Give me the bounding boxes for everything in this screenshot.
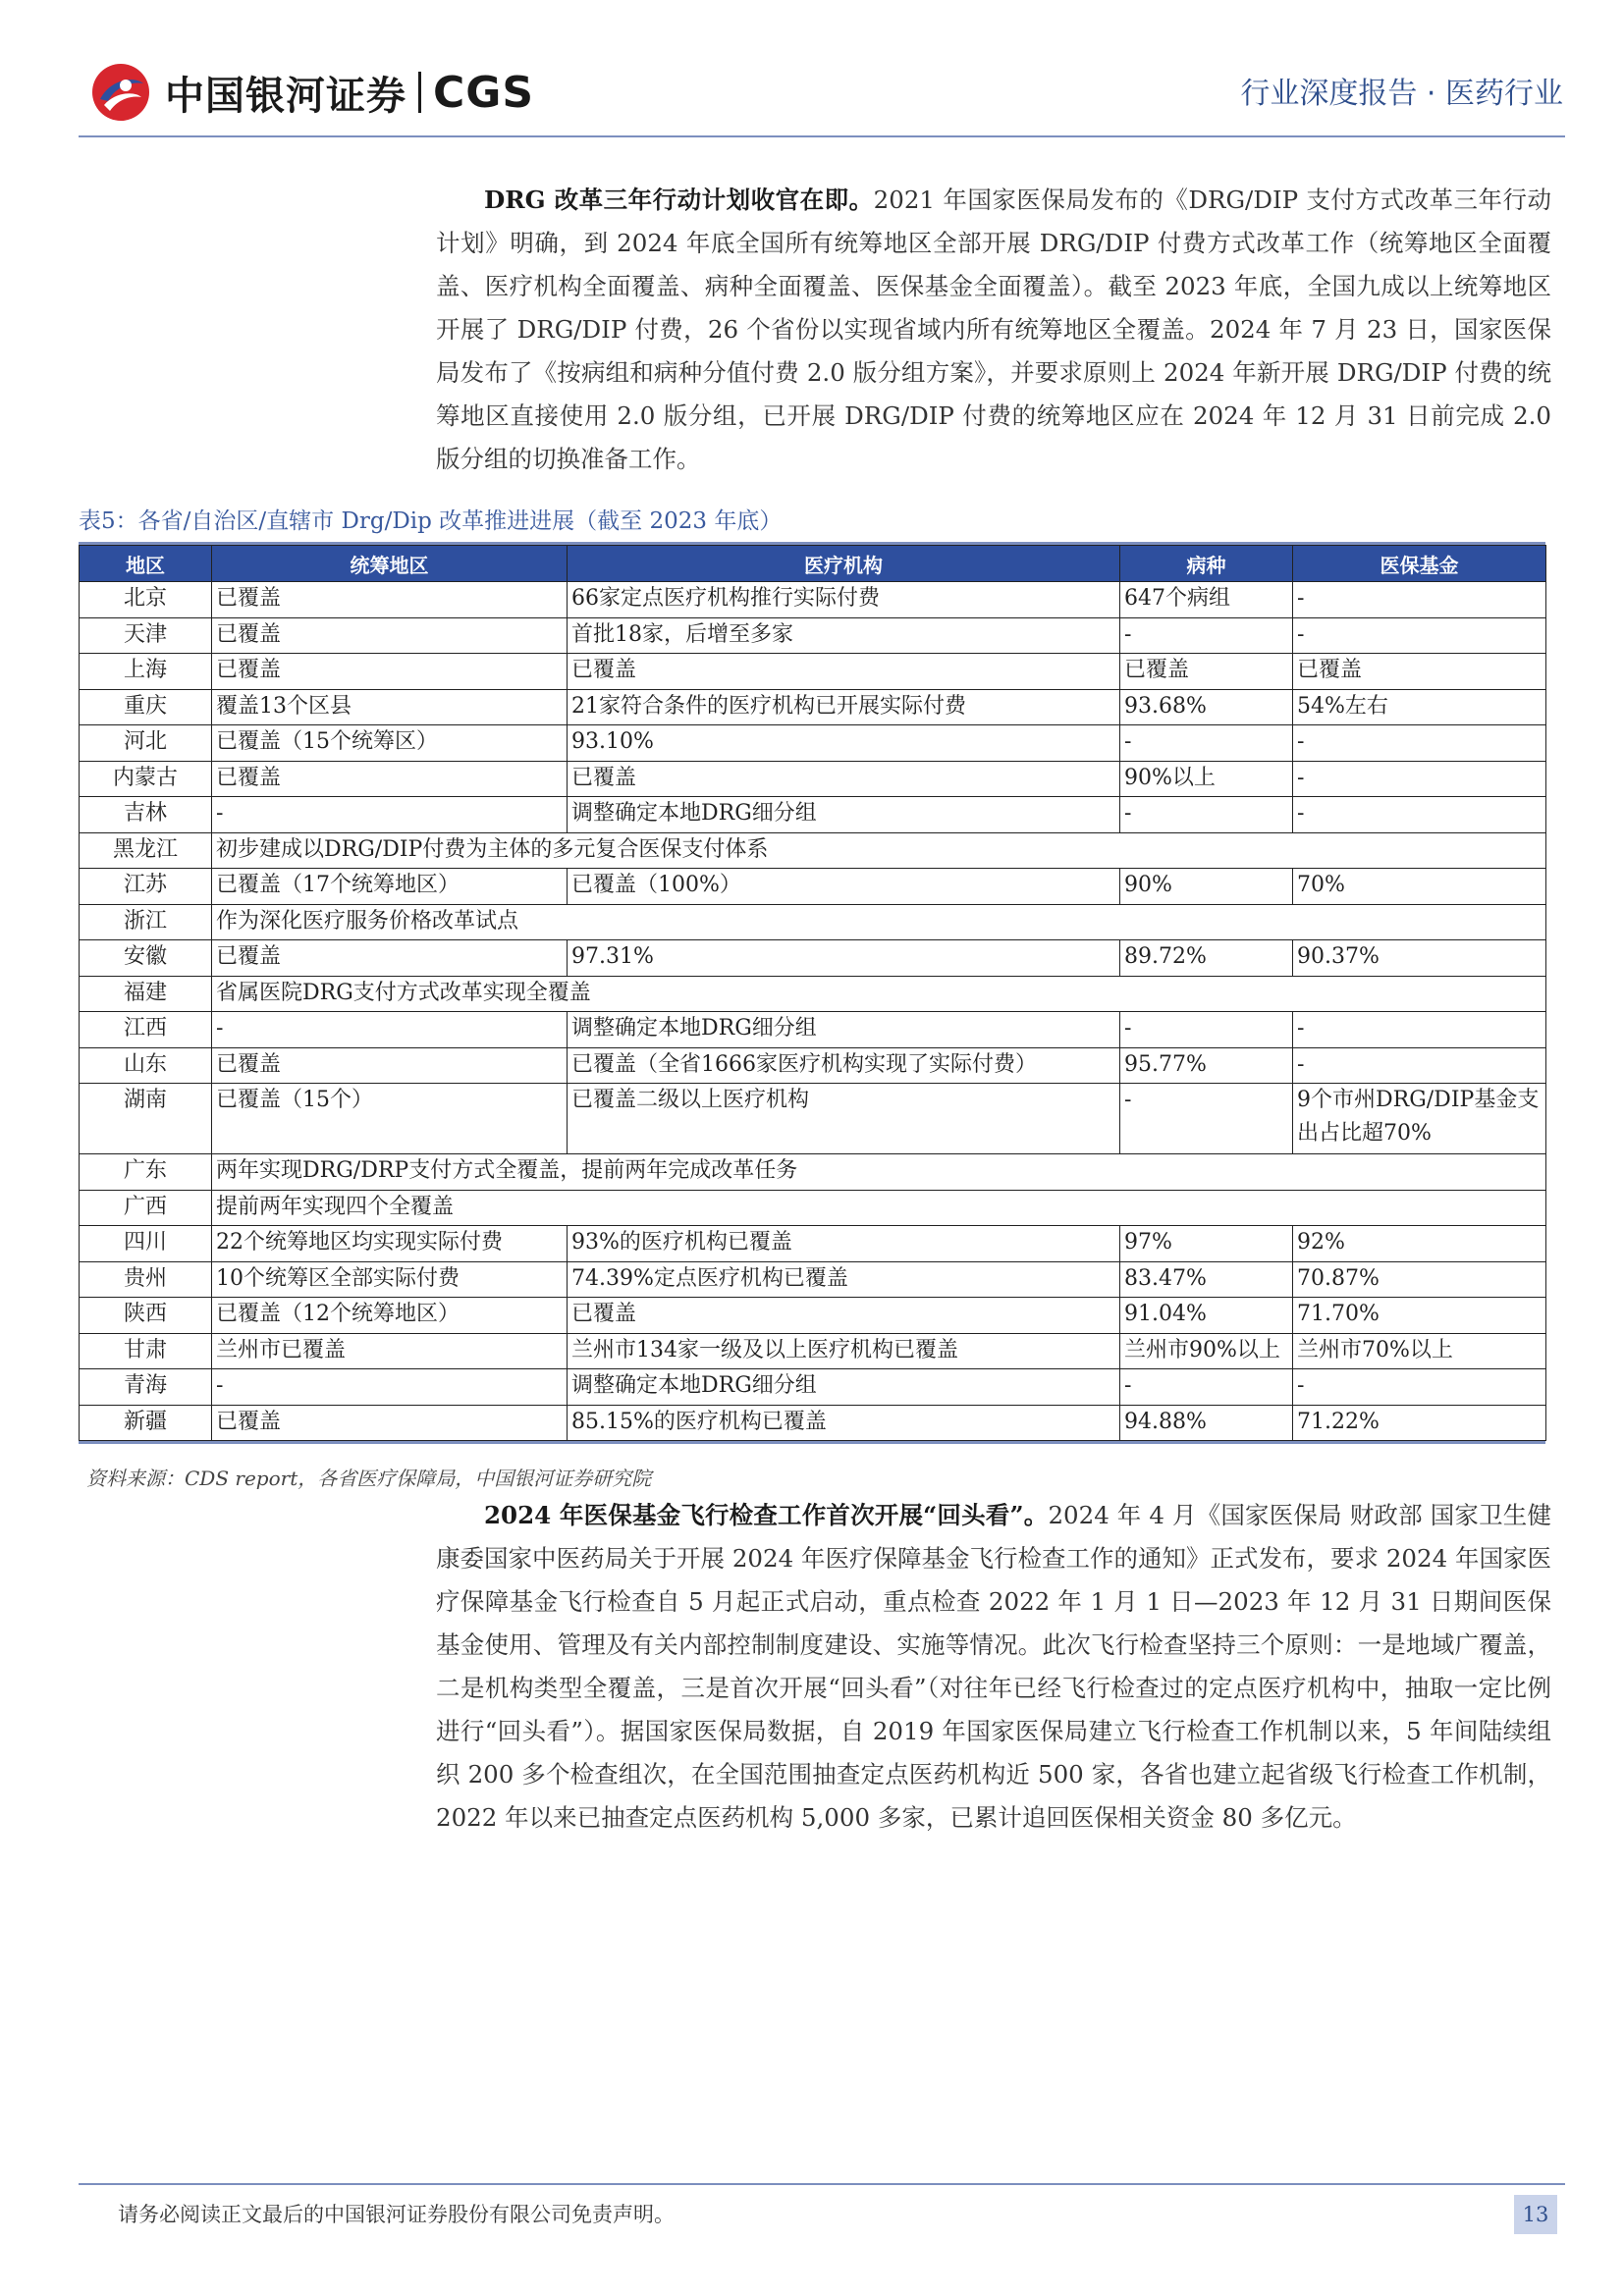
- table-row: [80, 797, 1546, 833]
- table-row: [80, 1154, 1546, 1191]
- table-cell: 已覆盖: [212, 654, 568, 690]
- region-cell: 广西: [80, 1190, 212, 1226]
- table-cell: 已覆盖（12个统筹地区）: [212, 1298, 568, 1334]
- table-row: [80, 1333, 1546, 1369]
- table-cell: 71.70%: [1293, 1298, 1546, 1334]
- table-row: [80, 582, 1546, 618]
- table-cell: -: [1120, 1369, 1293, 1406]
- table-cell: 90%以上: [1120, 761, 1293, 797]
- table-row: [80, 1012, 1546, 1048]
- table-cell: 70%: [1293, 869, 1546, 905]
- region-cell: 甘肃: [80, 1333, 212, 1369]
- table-cell: 首批18家，后增至多家: [568, 617, 1120, 654]
- table-cell: 94.88%: [1120, 1405, 1293, 1441]
- table-cell: -: [1293, 761, 1546, 797]
- table-cell: 10个统筹区全部实际付费: [212, 1261, 568, 1298]
- region-cell: 山东: [80, 1047, 212, 1084]
- table-cell: 两年实现DRG/DRP支付方式全覆盖，提前两年完成改革任务: [212, 1154, 1546, 1191]
- footer-disclaimer: 请务必阅读正文最后的中国银河证券股份有限公司免责声明。: [118, 2203, 675, 2226]
- logo-english-name: CGS: [433, 67, 535, 118]
- column-header: 地区: [80, 546, 212, 582]
- table-cell: 97.31%: [568, 940, 1120, 977]
- table-cell: 调整确定本地DRG细分组: [568, 1369, 1120, 1406]
- region-cell: 广东: [80, 1154, 212, 1191]
- paragraph-body: 2024 年 4 月《国家医保局 财政部 国家卫生健康委国家中医药局关于开展 2024 年医疗保障基金飞行检查工作的通知》正式发布，要求 2024 年国家医疗保障基金飞行检查自 5 月起正式启动，重点检查 2022 年 1 月 1 日—2023 年 12 月 31 日期间医保基金使用、管理及有关内部控制制度建设、实施等情况。此次飞行检查坚持三个原则：一是地域广覆盖，二是机构类型全覆盖，三是首次开展“回头看”（对往年已经飞行检查过的定点医疗机构中，抽取一定比例进行“回头看”）。据国家医保局数据，自 2019 年国家医保局建立飞行检查工作机制以来，5 年间陆续组织 200 多个检查组次，在全国范围抽查定点医药机构近 500 家，各省也建立起省级飞行检查工作机制，2022 年以来已抽查定点医药机构 5,000 多家，已累计追回医保相关资金 80 多亿元。: [436, 1501, 1551, 1832]
- region-cell: 福建: [80, 976, 212, 1012]
- table-cell: 覆盖13个区县: [212, 689, 568, 725]
- table-cell: 已覆盖: [212, 617, 568, 654]
- paragraph-lead: 2024 年医保基金飞行检查工作首次开展“回头看”。: [484, 1501, 1049, 1529]
- region-cell: 吉林: [80, 797, 212, 833]
- table-cell: 作为深化医疗服务价格改革试点: [212, 904, 1546, 940]
- table-cell: 21家符合条件的医疗机构已开展实际付费: [568, 689, 1120, 725]
- region-cell: 江苏: [80, 869, 212, 905]
- table-cell: -: [212, 1012, 568, 1048]
- table-cell: -: [212, 797, 568, 833]
- table-row: [80, 940, 1546, 977]
- column-header: 医保基金: [1293, 546, 1546, 582]
- table-cell: 71.22%: [1293, 1405, 1546, 1441]
- table-cell: 74.39%定点医疗机构已覆盖: [568, 1261, 1120, 1298]
- column-header: 统筹地区: [212, 546, 568, 582]
- table-cell: 已覆盖: [568, 761, 1120, 797]
- header-divider: [79, 135, 1565, 137]
- table-row: [80, 761, 1546, 797]
- company-logo: [90, 57, 534, 128]
- page-header: [0, 0, 1624, 137]
- table-cell: 初步建成以DRG/DIP付费为主体的多元复合医保支付体系: [212, 832, 1546, 869]
- region-cell: 上海: [80, 654, 212, 690]
- table-cell: -: [1293, 617, 1546, 654]
- table-row: [80, 1261, 1546, 1298]
- table-row: [80, 904, 1546, 940]
- table-source-note: 资料来源：CDS report，各省医疗保障局，中国银河证券研究院: [86, 1467, 652, 1490]
- table-row: [80, 725, 1546, 762]
- table-cell: 92%: [1293, 1226, 1546, 1262]
- table-cell: 已覆盖（17个统筹地区）: [212, 869, 568, 905]
- table-cell: 兰州市已覆盖: [212, 1333, 568, 1369]
- table-cell: 已覆盖: [212, 761, 568, 797]
- table-cell: -: [1120, 1012, 1293, 1048]
- table-cell: -: [1293, 1047, 1546, 1084]
- table-cell: -: [1293, 797, 1546, 833]
- table-cell: 22个统筹地区均实现实际付费: [212, 1226, 568, 1262]
- table-cell: 66家定点医疗机构推行实际付费: [568, 582, 1120, 618]
- table-cell: 647个病组: [1120, 582, 1293, 618]
- page-number: 13: [1514, 2195, 1557, 2234]
- table-cell: 调整确定本地DRG细分组: [568, 1012, 1120, 1048]
- table-row: [80, 1369, 1546, 1406]
- paragraph-drg-reform: [436, 179, 1551, 481]
- region-cell: 四川: [80, 1226, 212, 1262]
- region-cell: 北京: [80, 582, 212, 618]
- table-cell: 已覆盖（15个）: [212, 1084, 568, 1154]
- table-cell: 93%的医疗机构已覆盖: [568, 1226, 1120, 1262]
- region-cell: 江西: [80, 1012, 212, 1048]
- report-category: 行业深度报告 · 医药行业: [1240, 77, 1563, 111]
- column-header: 病种: [1120, 546, 1293, 582]
- table-cell: 已覆盖（15个统筹区）: [212, 725, 568, 762]
- region-cell: 河北: [80, 725, 212, 762]
- table-cell: -: [1293, 725, 1546, 762]
- region-cell: 天津: [80, 617, 212, 654]
- footer-divider: [79, 2183, 1565, 2185]
- table-row: [80, 1190, 1546, 1226]
- region-cell: 贵州: [80, 1261, 212, 1298]
- table-cell: 已覆盖二级以上医疗机构: [568, 1084, 1120, 1154]
- table-row: [80, 1405, 1546, 1441]
- table-cell: 89.72%: [1120, 940, 1293, 977]
- table-cell: 85.15%的医疗机构已覆盖: [568, 1405, 1120, 1441]
- paragraph-body: 2021 年国家医保局发布的《DRG/DIP 支付方式改革三年行动计划》明确，到 2024 年底全国所有统筹地区全部开展 DRG/DIP 付费方式改革工作（统筹地区全面覆盖、医疗机构全面覆盖、病种全面覆盖、医保基金全面覆盖）。截至 2023 年底，全国九成以上统筹地区开展了 DRG/DIP 付费，26 个省份以实现省域内所有统筹地区全覆盖。2024 年 7 月 23 日，国家医保局发布了《按病组和病种分值付费 2.0 版分组方案》，并要求原则上 2024 年新开展 DRG/DIP 付费的统筹地区直接使用 2.0 版分组，已开展 DRG/DIP 付费的统筹地区应在 2024 年 12 月 31 日前完成 2.0 版分组的切换准备工作。: [436, 186, 1551, 473]
- table-cell: 91.04%: [1120, 1298, 1293, 1334]
- table-cell: 93.10%: [568, 725, 1120, 762]
- table-header-row: [80, 546, 1546, 582]
- table-cell: 省属医院DRG支付方式改革实现全覆盖: [212, 976, 1546, 1012]
- table-cell: -: [1293, 1012, 1546, 1048]
- region-cell: 青海: [80, 1369, 212, 1406]
- region-cell: 安徽: [80, 940, 212, 977]
- table-cell: -: [1120, 797, 1293, 833]
- table-cell: -: [212, 1369, 568, 1406]
- table-row: [80, 1047, 1546, 1084]
- region-cell: 湖南: [80, 1084, 212, 1154]
- table-cell: 已覆盖: [212, 582, 568, 618]
- region-cell: 黑龙江: [80, 832, 212, 869]
- table-row: [80, 1084, 1546, 1154]
- table-cell: 兰州市134家一级及以上医疗机构已覆盖: [568, 1333, 1120, 1369]
- table-cell: -: [1120, 617, 1293, 654]
- table-row: [80, 976, 1546, 1012]
- table-cell: 兰州市90%以上: [1120, 1333, 1293, 1369]
- table-cell: 兰州市70%以上: [1293, 1333, 1546, 1369]
- table-row: [80, 1298, 1546, 1334]
- galaxy-logo-icon: [90, 62, 151, 123]
- table-bottom-rule: [79, 1441, 1545, 1444]
- logo-chinese-name: 中国银河证券: [165, 73, 406, 119]
- table-cell: 97%: [1120, 1226, 1293, 1262]
- table-cell: 已覆盖: [212, 1405, 568, 1441]
- table-cell: 已覆盖（全省1666家医疗机构实现了实际付费）: [568, 1047, 1120, 1084]
- column-header: 医疗机构: [568, 546, 1120, 582]
- region-cell: 新疆: [80, 1405, 212, 1441]
- table-row: [80, 832, 1546, 869]
- region-cell: 重庆: [80, 689, 212, 725]
- table-cell: 提前两年实现四个全覆盖: [212, 1190, 1546, 1226]
- table-cell: 83.47%: [1120, 1261, 1293, 1298]
- table-cell: 已覆盖: [1293, 654, 1546, 690]
- table-cell: 90%: [1120, 869, 1293, 905]
- region-cell: 内蒙古: [80, 761, 212, 797]
- paragraph-lead: DRG 改革三年行动计划收官在即。: [484, 186, 874, 214]
- table-cell: 90.37%: [1293, 940, 1546, 977]
- table-cell: 已覆盖: [1120, 654, 1293, 690]
- table-row: [80, 654, 1546, 690]
- table-cell: 调整确定本地DRG细分组: [568, 797, 1120, 833]
- table-cell: 已覆盖: [212, 940, 568, 977]
- logo-divider: [418, 72, 421, 113]
- paragraph-flight-inspection: [436, 1494, 1551, 1840]
- table-cell: 70.87%: [1293, 1261, 1546, 1298]
- table-cell: -: [1120, 725, 1293, 762]
- table-row: [80, 689, 1546, 725]
- table-cell: -: [1293, 1369, 1546, 1406]
- table-row: [80, 1226, 1546, 1262]
- region-cell: 陕西: [80, 1298, 212, 1334]
- table-cell: -: [1120, 1084, 1293, 1154]
- table-cell: 95.77%: [1120, 1047, 1293, 1084]
- table-row: [80, 617, 1546, 654]
- table-cell: 9个市州DRG/DIP基金支出占比超70%: [1293, 1084, 1546, 1154]
- region-cell: 浙江: [80, 904, 212, 940]
- table-cell: -: [1293, 582, 1546, 618]
- table-title: 表5：各省/自治区/直辖市 Drg/Dip 改革推进进展（截至 2023 年底）: [79, 508, 783, 534]
- table-cell: 93.68%: [1120, 689, 1293, 725]
- table-cell: 已覆盖: [568, 654, 1120, 690]
- table-row: [80, 869, 1546, 905]
- table-cell: 已覆盖: [212, 1047, 568, 1084]
- table-cell: 54%左右: [1293, 689, 1546, 725]
- reform-progress-table: [79, 542, 1545, 1444]
- table-cell: 已覆盖（100%）: [568, 869, 1120, 905]
- table-cell: 已覆盖: [568, 1298, 1120, 1334]
